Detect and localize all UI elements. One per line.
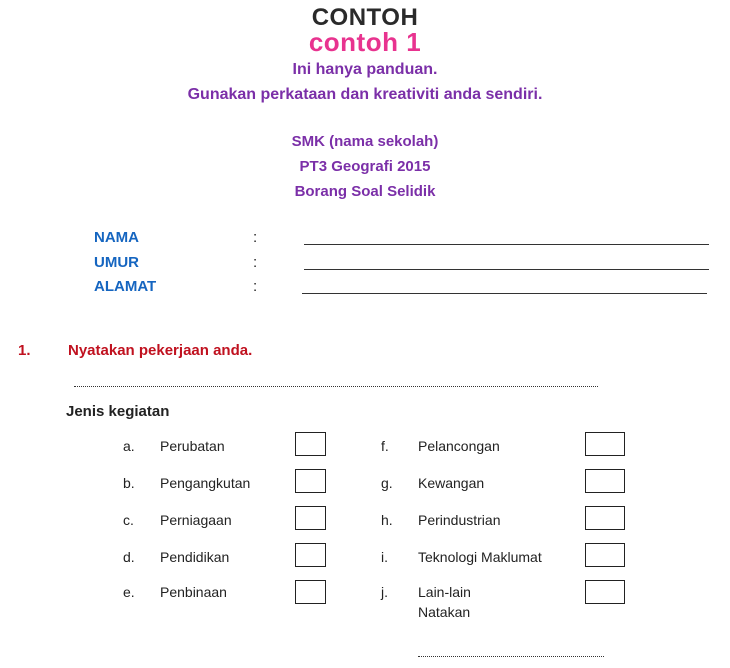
question-text: Nyatakan pekerjaan anda. xyxy=(68,342,253,359)
option-label-lain-lain: Lain-lain xyxy=(418,584,471,600)
field-label-nama: NAMA xyxy=(94,229,139,246)
page-title: CONTOH xyxy=(311,4,419,31)
checkbox-perindustrian[interactable] xyxy=(585,506,625,530)
nama-input-line[interactable] xyxy=(304,244,709,245)
checkbox-lain-lain[interactable] xyxy=(585,580,625,604)
page-subtitle: contoh 1 xyxy=(308,27,422,57)
field-label-umur: UMUR xyxy=(94,254,139,271)
field-colon: : xyxy=(253,254,258,271)
option-letter: d. xyxy=(123,549,135,565)
checkbox-teknologi-maklumat[interactable] xyxy=(585,543,625,567)
checkbox-kewangan[interactable] xyxy=(585,469,625,493)
option-letter: i. xyxy=(381,549,388,565)
option-label-perubatan: Perubatan xyxy=(160,438,225,454)
other-specify-dotted-line[interactable] xyxy=(418,656,604,657)
umur-input-line[interactable] xyxy=(304,269,709,270)
checkbox-pengangkutan[interactable] xyxy=(295,469,326,493)
checkbox-penbinaan[interactable] xyxy=(295,580,326,604)
field-colon: : xyxy=(253,229,258,246)
option-label-penbinaan: Penbinaan xyxy=(160,584,227,600)
option-label-kewangan: Kewangan xyxy=(418,475,485,491)
guide-note-1: Ini hanya panduan. xyxy=(292,61,438,78)
option-letter: c. xyxy=(123,512,134,528)
option-label-perniagaan: Perniagaan xyxy=(160,512,232,528)
option-label-teknologi-maklumat: Teknologi Maklumat xyxy=(418,549,542,565)
checkbox-perniagaan[interactable] xyxy=(295,506,326,530)
checkbox-perubatan[interactable] xyxy=(295,432,326,456)
field-colon: : xyxy=(253,278,258,295)
option-label-pengangkutan: Pengangkutan xyxy=(160,475,251,491)
form-title: Borang Soal Selidik xyxy=(294,183,436,200)
option-label-perindustrian: Perindustrian xyxy=(418,512,501,528)
option-letter: a. xyxy=(123,438,135,454)
option-letter: b. xyxy=(123,475,135,491)
option-letter: e. xyxy=(123,584,135,600)
answer-dotted-line[interactable] xyxy=(74,386,598,387)
checkbox-pelancongan[interactable] xyxy=(585,432,625,456)
option-label-pelancongan: Pelancongan xyxy=(418,438,500,454)
option-letter: j. xyxy=(381,584,388,600)
guide-note-2: Gunakan perkataan dan kreativiti anda sendiri. xyxy=(187,86,543,103)
option-letter: g. xyxy=(381,475,393,491)
field-label-alamat: ALAMAT xyxy=(94,278,157,295)
section-title: Jenis kegiatan xyxy=(66,403,170,420)
alamat-input-line[interactable] xyxy=(302,293,707,294)
checkbox-pendidikan[interactable] xyxy=(295,543,326,567)
option-letter: f. xyxy=(381,438,389,454)
option-letter: h. xyxy=(381,512,393,528)
question-number: 1. xyxy=(18,342,31,359)
exam-title: PT3 Geografi 2015 xyxy=(299,158,431,175)
school-name: SMK (nama sekolah) xyxy=(291,133,439,150)
option-label-natakan: Natakan xyxy=(418,604,471,620)
option-label-pendidikan: Pendidikan xyxy=(160,549,230,565)
